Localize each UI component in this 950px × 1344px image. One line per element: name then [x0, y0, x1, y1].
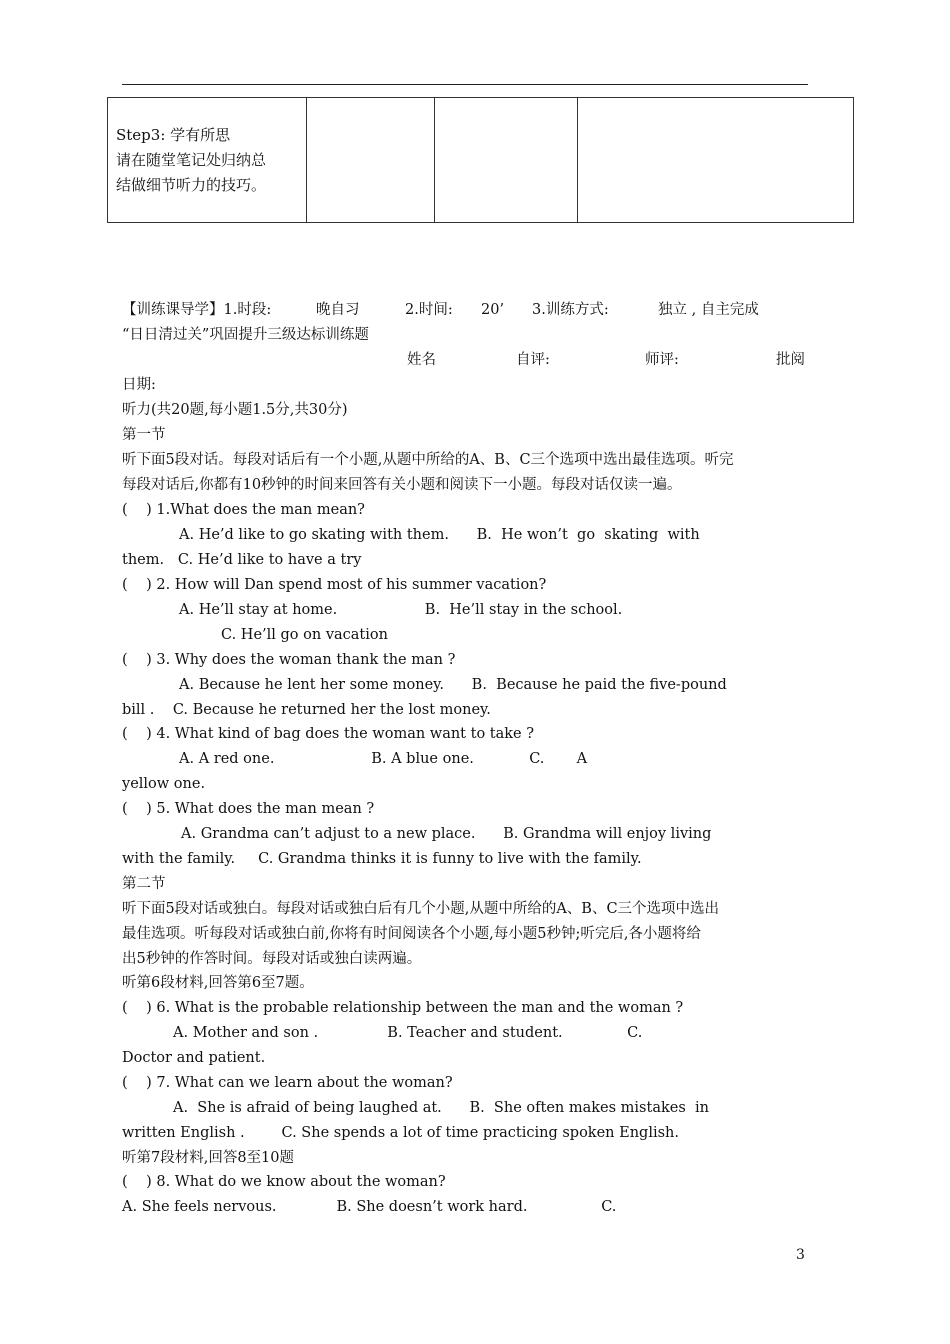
period-value: 晚自习	[316, 302, 360, 318]
empty-cell	[435, 98, 578, 223]
self-eval-label: 自评:	[516, 352, 550, 368]
step-table	[107, 97, 854, 223]
question-6: ( ) 6. What is the probable relationship between the man and the woman ?	[122, 1000, 684, 1016]
question-2: ( ) 2. How will Dan spend most of his summer vacation?	[122, 577, 547, 593]
section-2-instructions: 最佳选项。听每段对话或独白前,你将有时间阅读各个小题,每小题5秒钟;听完后,各小题将给	[122, 926, 701, 942]
section-1-instructions: 每段对话后,你都有10秒钟的时间来回答有关小题和阅读下一小题。每段对话仅读一遍。	[122, 477, 682, 493]
question-4: ( ) 4. What kind of bag does the woman want to take ?	[122, 726, 535, 742]
question-7: ( ) 7. What can we learn about the woman?	[122, 1075, 453, 1091]
name-field-label: 姓名	[407, 352, 436, 368]
header-rule	[122, 84, 808, 85]
step-line: 结做细节听力的技巧。	[116, 175, 267, 194]
step-line: 请在随堂笔记处归纳总	[116, 150, 267, 169]
teacher-eval-label: 师评:	[645, 352, 679, 368]
section-2-heading: 第二节	[122, 876, 166, 892]
question-4-options: yellow one.	[122, 776, 206, 792]
question-5-options: A. Grandma can’t adjust to a new place. B. Grandma will enjoy living	[181, 826, 712, 842]
question-6-options: Doctor and patient.	[122, 1050, 266, 1066]
section-1-heading: 第一节	[122, 427, 166, 443]
time-value: 20’	[481, 302, 505, 318]
section-2-instructions: 听下面5段对话或独白。每段对话或独白后有几个小题,从题中所给的A、B、C三个选项中选出	[122, 901, 720, 917]
question-2-options: A. He’ll stay at home. B. He’ll stay in the school.	[179, 602, 623, 618]
subtitle: “日日清过关”巩固提升三级达标训练题	[122, 327, 369, 343]
training-label: 【训练课导学】1.时段:	[122, 302, 272, 318]
mode-label: 3.训练方式:	[532, 302, 609, 318]
question-7-options: written English . C. She spends a lot of time practicing spoken English.	[122, 1125, 679, 1141]
empty-cell	[578, 98, 854, 223]
material-7-heading: 听第7段材料,回答8至10题	[122, 1150, 295, 1166]
mode-value: 独立 , 自主完成	[658, 302, 759, 318]
question-3: ( ) 3. Why does the woman thank the man ?	[122, 652, 456, 668]
empty-cell	[307, 98, 435, 223]
question-8-options: A. She feels nervous. B. She doesn’t work hard. C.	[122, 1199, 617, 1215]
step-cell	[108, 98, 307, 223]
date-label: 日期:	[122, 377, 156, 393]
listening-title: 听力(共20题,每小题1.5分,共30分)	[122, 402, 348, 418]
question-6-options: A. Mother and son . B. Teacher and student. C.	[173, 1025, 643, 1041]
section-2-instructions: 出5秒钟的作答时间。每段对话或独白读两遍。	[122, 951, 422, 967]
material-6-heading: 听第6段材料,回答第6至7题。	[122, 975, 314, 991]
question-2-options: C. He’ll go on vacation	[221, 627, 388, 643]
question-3-options: bill . C. Because he returned her the lost money.	[122, 702, 491, 718]
question-1: ( ) 1.What does the man mean?	[122, 502, 365, 518]
section-1-instructions: 听下面5段对话。每段对话后有一个小题,从题中所给的A、B、C三个选项中选出最佳选项。听完	[122, 452, 734, 468]
question-8: ( ) 8. What do we know about the woman?	[122, 1174, 446, 1190]
question-1-options: them. C. He’d like to have a try	[122, 552, 362, 568]
review-label: 批阅	[776, 352, 805, 368]
question-4-options: A. A red one. B. A blue one. C. A	[179, 751, 588, 767]
question-5-options: with the family. C. Grandma thinks it is funny to live with the family.	[122, 851, 642, 867]
question-5: ( ) 5. What does the man mean ?	[122, 801, 375, 817]
question-3-options: A. Because he lent her some money. B. Because he paid the five-pound	[179, 677, 727, 693]
time-label: 2.时间:	[405, 302, 453, 318]
page-number: 3	[796, 1247, 805, 1263]
question-1-options: A. He’d like to go skating with them. B. He won’t go skating with	[179, 527, 700, 543]
step-title: Step3: 学有所思	[116, 125, 231, 144]
question-7-options: A. She is afraid of being laughed at. B. She often makes mistakes in	[173, 1100, 709, 1116]
